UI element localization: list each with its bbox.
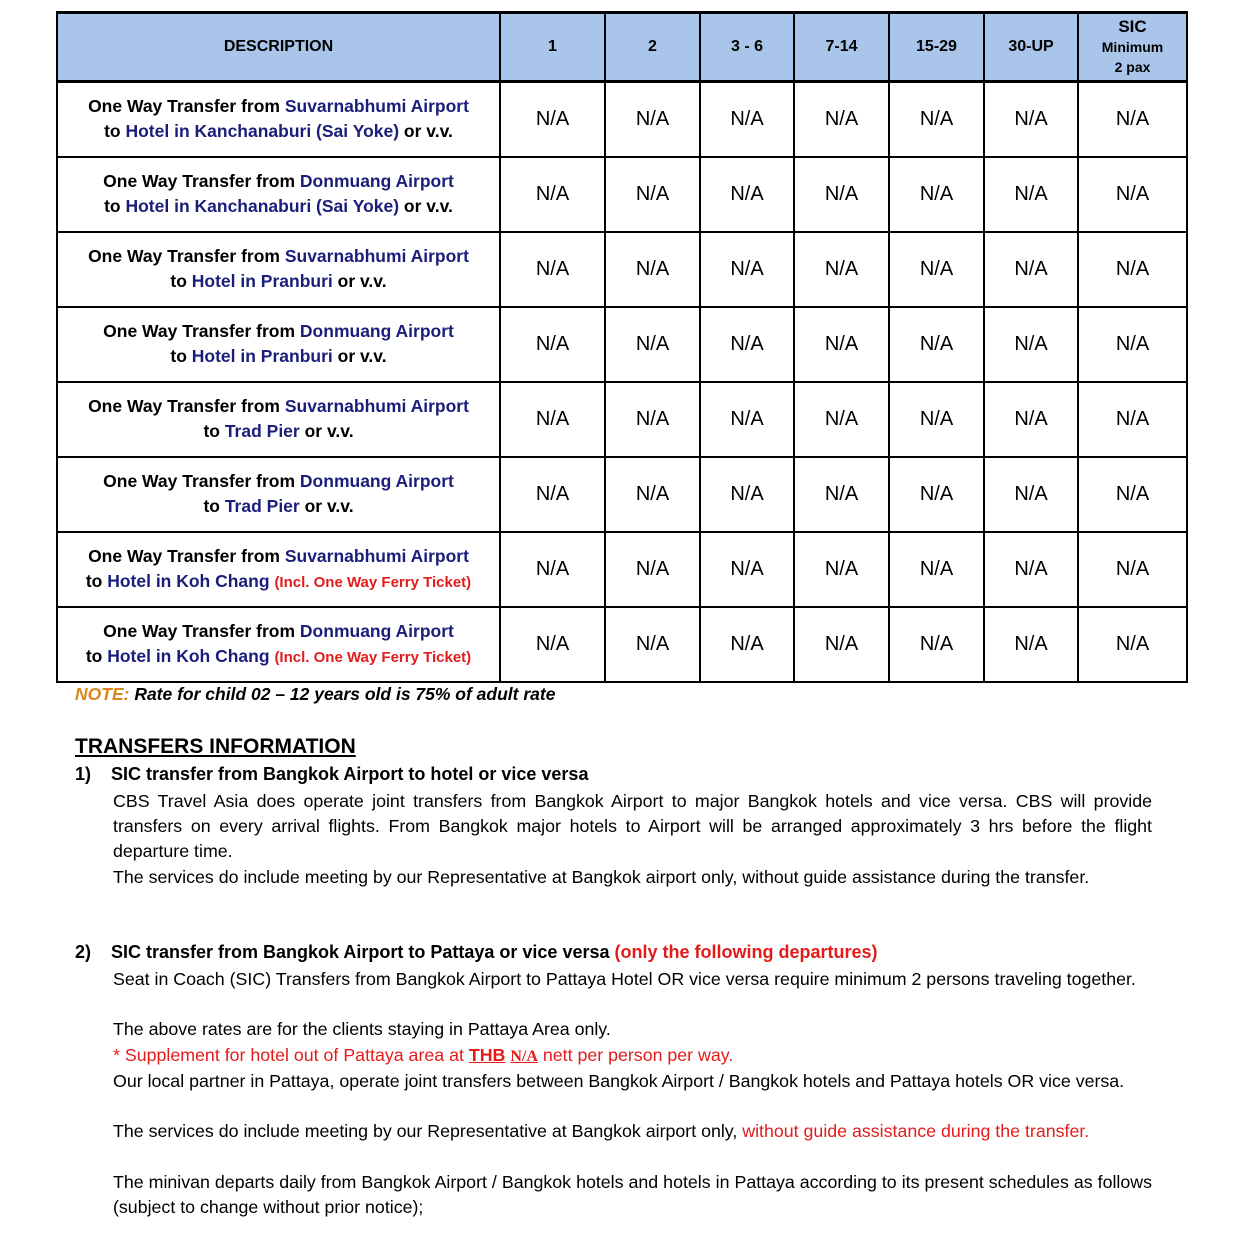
route-origin: Suvarnabhumi Airport xyxy=(284,546,469,566)
route-to: to xyxy=(85,571,108,591)
rate-cell: N/A xyxy=(984,307,1078,382)
header-7-14-pax: 7-14 xyxy=(794,13,889,82)
rate-cell: N/A xyxy=(889,232,984,307)
rate-cell: N/A xyxy=(605,532,700,607)
rate-cell: N/A xyxy=(700,457,794,532)
table-row xyxy=(57,82,1187,158)
section-2-heading xyxy=(75,942,878,963)
section-1-title: SIC transfer from Bangkok Airport to hotel or vice versa xyxy=(111,764,589,784)
route-to: to xyxy=(104,196,126,216)
table-row xyxy=(57,382,1187,457)
rate-cell: N/A xyxy=(500,82,605,158)
rate-cell: N/A xyxy=(1078,382,1187,457)
route-description xyxy=(57,307,500,382)
section-2-paragraph-5 xyxy=(113,1119,1152,1144)
section-1-paragraph-1: CBS Travel Asia does operate joint transfers from Bangkok Airport to major Bangkok hotels and vice versa. CBS will provide transfers on every arrival flights. From Bangkok major hotels to Airport will be arranged approximately 3 hrs before the flight departure time. xyxy=(113,791,1152,862)
section-2-paragraph-2: The above rates are for the clients staying in Pattaya Area only. xyxy=(113,1019,611,1039)
route-destination: Hotel in Pranburi xyxy=(191,271,333,291)
route-to: to xyxy=(203,496,225,516)
route-origin: Suvarnabhumi Airport xyxy=(284,396,469,416)
rate-cell: N/A xyxy=(794,457,889,532)
rate-cell: N/A xyxy=(500,607,605,682)
route-prefix: One Way Transfer from xyxy=(88,546,285,566)
header-sic-label: SIC xyxy=(1118,17,1147,36)
header-sic-pax: 2 pax xyxy=(1114,59,1151,75)
rate-cell: N/A xyxy=(500,532,605,607)
route-to: to xyxy=(170,346,192,366)
section-1-number: 1) xyxy=(75,764,92,784)
section-2-number: 2) xyxy=(75,942,92,962)
rate-cell: N/A xyxy=(984,82,1078,158)
rate-cell: N/A xyxy=(500,157,605,232)
rate-cell: N/A xyxy=(984,532,1078,607)
rate-cell: N/A xyxy=(700,307,794,382)
rate-cell: N/A xyxy=(1078,307,1187,382)
route-destination: Trad Pier xyxy=(224,421,300,441)
rate-cell: N/A xyxy=(700,607,794,682)
rate-cell: N/A xyxy=(700,232,794,307)
rate-cell: N/A xyxy=(605,607,700,682)
rate-cell: N/A xyxy=(794,607,889,682)
rate-cell: N/A xyxy=(605,457,700,532)
header-sic xyxy=(1078,13,1187,82)
header-15-29-pax: 15-29 xyxy=(889,13,984,82)
header-3-6-pax: 3 - 6 xyxy=(700,13,794,82)
route-description xyxy=(57,457,500,532)
rate-cell: N/A xyxy=(984,157,1078,232)
rate-cell: N/A xyxy=(794,82,889,158)
rate-cell: N/A xyxy=(1078,232,1187,307)
rate-cell: N/A xyxy=(889,457,984,532)
note-label: NOTE: xyxy=(75,684,130,704)
child-rate-note xyxy=(75,684,555,705)
header-row xyxy=(57,13,1187,82)
route-origin: Donmuang Airport xyxy=(299,621,454,641)
route-prefix: One Way Transfer from xyxy=(103,471,300,491)
rate-cell: N/A xyxy=(605,382,700,457)
header-sic-minimum: Minimum xyxy=(1101,39,1164,55)
section-2-paragraph-5-highlight: without guide assistance during the transfer. xyxy=(742,1121,1090,1141)
rate-cell: N/A xyxy=(700,532,794,607)
table-row xyxy=(57,157,1187,232)
rate-cell: N/A xyxy=(500,307,605,382)
table-row xyxy=(57,457,1187,532)
rate-cell: N/A xyxy=(984,457,1078,532)
rate-cell: N/A xyxy=(500,232,605,307)
route-origin: Donmuang Airport xyxy=(299,171,454,191)
rate-cell: N/A xyxy=(700,82,794,158)
route-to: to xyxy=(170,271,192,291)
route-origin: Suvarnabhumi Airport xyxy=(284,246,469,266)
rate-table xyxy=(56,11,1188,683)
section-1-paragraph-2: The services do include meeting by our Representative at Bangkok airport only, without guide assistance during the transfer. xyxy=(113,867,1090,887)
rate-cell: N/A xyxy=(500,457,605,532)
section-2-paragraph-6: The minivan departs daily from Bangkok Airport / Bangkok hotels and hotels in Pattaya according to its present schedules as follows (subject to change without prior notice); xyxy=(113,1172,1152,1218)
route-suffix: or v.v. xyxy=(299,421,354,441)
route-destination: Trad Pier xyxy=(224,496,300,516)
rate-cell: N/A xyxy=(1078,607,1187,682)
route-destination: Hotel in Pranburi xyxy=(191,346,333,366)
table-row xyxy=(57,232,1187,307)
rate-cell: N/A xyxy=(984,382,1078,457)
route-suffix: or v.v. xyxy=(332,271,387,291)
rate-cell: N/A xyxy=(1078,82,1187,158)
rate-cell: N/A xyxy=(889,82,984,158)
rate-cell: N/A xyxy=(1078,532,1187,607)
route-to: to xyxy=(85,646,108,666)
route-to: to xyxy=(104,121,126,141)
supplement-text: * Supplement for hotel out of Pattaya area at xyxy=(113,1045,469,1065)
rate-cell: N/A xyxy=(605,82,700,158)
table-row xyxy=(57,607,1187,682)
route-suffix: or v.v. xyxy=(332,346,387,366)
rate-cell: N/A xyxy=(984,607,1078,682)
rate-cell: N/A xyxy=(605,157,700,232)
route-prefix: One Way Transfer from xyxy=(88,396,285,416)
header-2-pax: 2 xyxy=(605,13,700,82)
rate-cell: N/A xyxy=(794,157,889,232)
rate-cell: N/A xyxy=(500,382,605,457)
route-description xyxy=(57,382,500,457)
supplement-suffix: nett per person per way. xyxy=(537,1045,734,1065)
route-to: to xyxy=(203,421,225,441)
rate-cell: N/A xyxy=(794,232,889,307)
route-destination: Hotel in Kanchanaburi (Sai Yoke) xyxy=(125,121,400,141)
route-suffix: or v.v. xyxy=(399,196,453,216)
route-prefix: One Way Transfer from xyxy=(103,171,300,191)
supplement-currency: THB xyxy=(468,1045,506,1065)
route-origin: Donmuang Airport xyxy=(299,471,454,491)
route-prefix: One Way Transfer from xyxy=(103,321,300,341)
rate-cell: N/A xyxy=(889,607,984,682)
transfers-information-title: TRANSFERS INFORMATION xyxy=(75,735,356,758)
header-1-pax: 1 xyxy=(500,13,605,82)
route-prefix: One Way Transfer from xyxy=(88,246,285,266)
rate-cell: N/A xyxy=(889,532,984,607)
rate-cell: N/A xyxy=(889,157,984,232)
rate-cell: N/A xyxy=(984,232,1078,307)
rate-cell: N/A xyxy=(605,307,700,382)
table-row xyxy=(57,532,1187,607)
table-row xyxy=(57,307,1187,382)
route-destination: Hotel in Kanchanaburi (Sai Yoke) xyxy=(125,196,400,216)
rate-cell: N/A xyxy=(700,157,794,232)
section-2-title: SIC transfer from Bangkok Airport to Pattaya or vice versa xyxy=(111,942,610,962)
section-2-supplement xyxy=(113,1043,1152,1069)
route-destination: Hotel in Koh Chang xyxy=(107,646,270,666)
route-ferry-note: (Incl. One Way Ferry Ticket) xyxy=(274,649,472,666)
rate-cell: N/A xyxy=(794,382,889,457)
note-text: Rate for child 02 – 12 years old is 75% of adult rate xyxy=(129,684,556,704)
header-30-up-pax: 30-UP xyxy=(984,13,1078,82)
rate-cell: N/A xyxy=(889,382,984,457)
route-description xyxy=(57,532,500,607)
supplement-amount: N/A xyxy=(510,1048,538,1065)
header-description: DESCRIPTION xyxy=(57,13,500,82)
rate-cell: N/A xyxy=(700,382,794,457)
section-2-paragraph-5-text: The services do include meeting by our Representative at Bangkok airport only, xyxy=(113,1121,743,1141)
route-destination: Hotel in Koh Chang xyxy=(107,571,270,591)
rate-cell: N/A xyxy=(794,532,889,607)
route-description xyxy=(57,607,500,682)
rate-cell: N/A xyxy=(1078,157,1187,232)
rate-cell: N/A xyxy=(1078,457,1187,532)
route-description xyxy=(57,82,500,158)
route-prefix: One Way Transfer from xyxy=(103,621,300,641)
section-2-paragraph-4: Our local partner in Pattaya, operate joint transfers between Bangkok Airport / Bangkok hotels and Pattaya hotels OR vice versa. xyxy=(113,1071,1125,1091)
rate-cell: N/A xyxy=(794,307,889,382)
route-ferry-note: (Incl. One Way Ferry Ticket) xyxy=(274,574,472,591)
route-prefix: One Way Transfer from xyxy=(88,96,285,116)
route-description xyxy=(57,157,500,232)
section-2-title-note: (only the following departures) xyxy=(609,942,878,962)
rate-cell: N/A xyxy=(605,232,700,307)
route-suffix: or v.v. xyxy=(399,121,453,141)
route-origin: Donmuang Airport xyxy=(299,321,454,341)
route-description xyxy=(57,232,500,307)
section-2-paragraph-1: Seat in Coach (SIC) Transfers from Bangkok Airport to Pattaya Hotel OR vice versa require minimum 2 persons traveling together. xyxy=(113,969,1136,989)
section-1-heading xyxy=(75,764,588,785)
route-suffix: or v.v. xyxy=(299,496,354,516)
route-origin: Suvarnabhumi Airport xyxy=(284,96,469,116)
rate-cell: N/A xyxy=(889,307,984,382)
